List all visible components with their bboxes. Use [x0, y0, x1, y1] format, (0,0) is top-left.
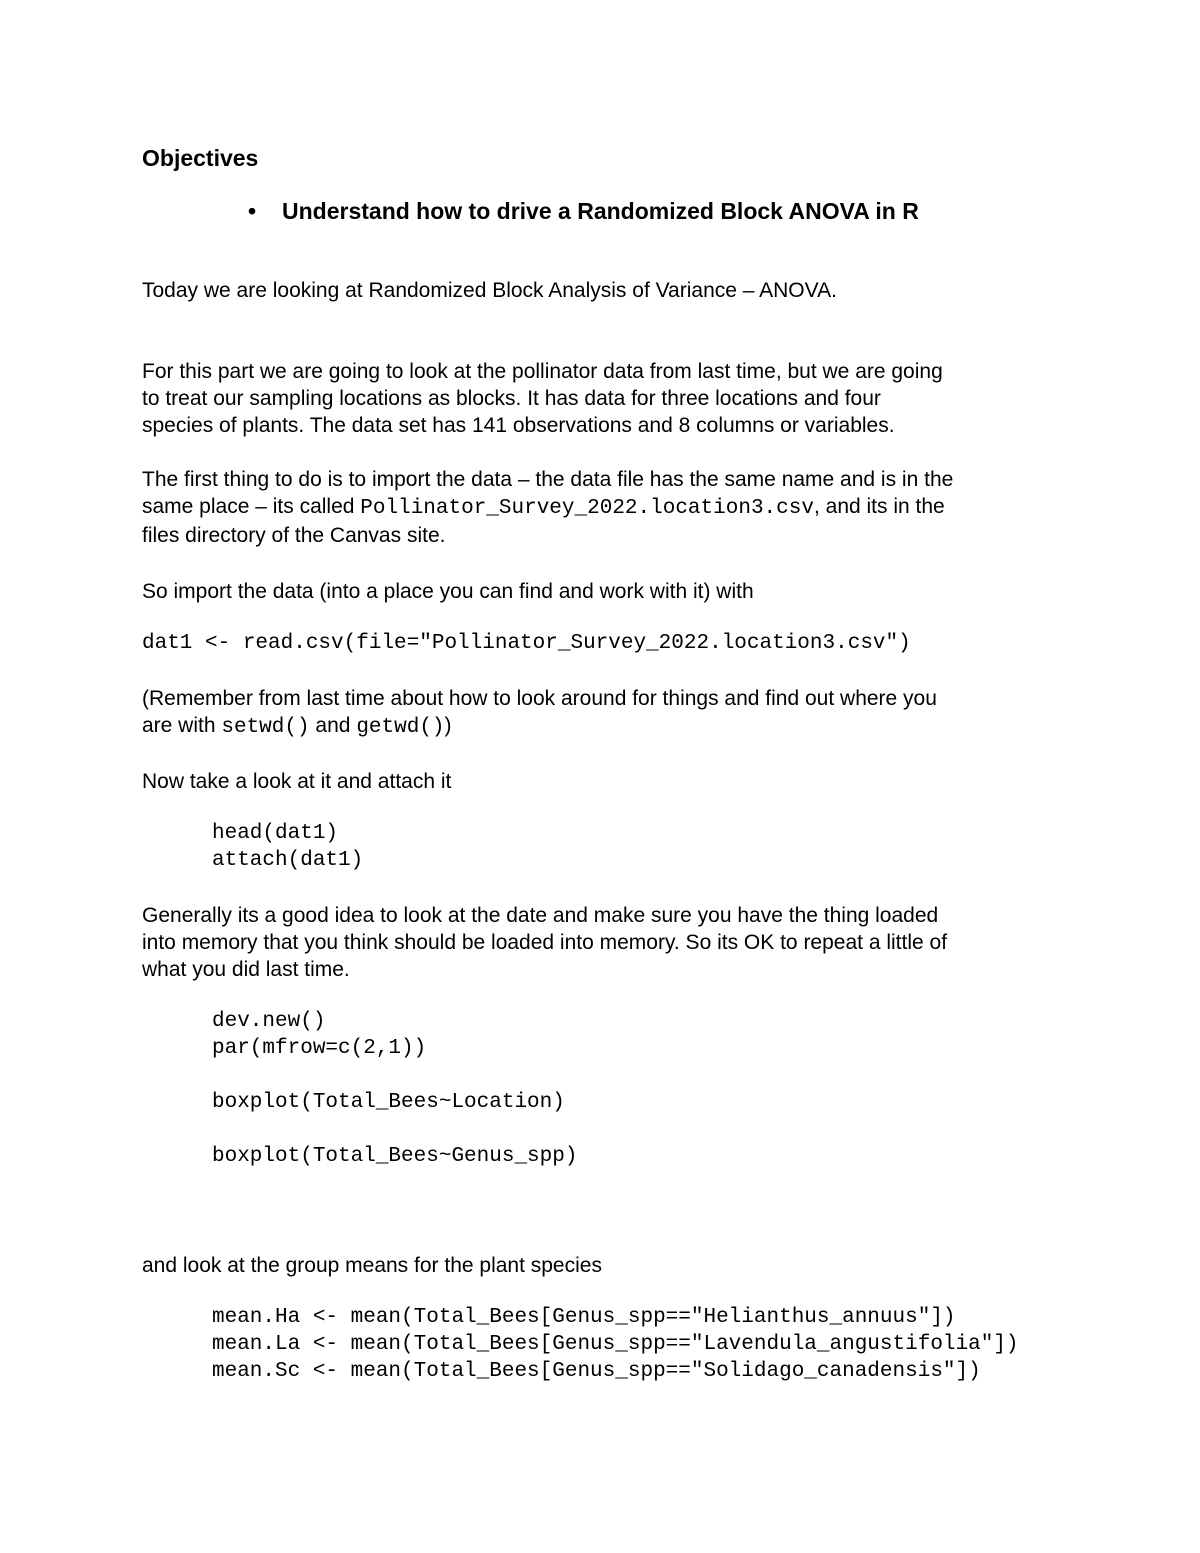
bullet-icon: • — [248, 198, 257, 224]
paragraph-line: For this part we are going to look at the pollinator data from last time, but we are going — [142, 360, 943, 383]
code-mean-la: mean.La <- mean(Total_Bees[Genus_spp=="Lavendula_angustifolia"]) — [212, 1333, 1019, 1356]
paragraph-import-data — [142, 466, 953, 549]
code-mean-sc: mean.Sc <- mean(Total_Bees[Genus_spp=="Solidago_canadensis"]) — [212, 1360, 981, 1383]
code-read-csv: dat1 <- read.csv(file="Pollinator_Survey_2022.location3.csv") — [142, 632, 911, 655]
text-fragment: are with — [142, 714, 222, 737]
inline-code-setwd: setwd() — [221, 716, 310, 739]
intro-paragraph: Today we are looking at Randomized Block Analysis of Variance – ANOVA. — [142, 279, 837, 302]
paragraph-pollinator-data — [142, 358, 943, 439]
inline-code-getwd: getwd() — [356, 716, 445, 739]
text-fragment: , and its in the — [813, 495, 945, 518]
code-par: par(mfrow=c(2,1)) — [212, 1037, 427, 1060]
text-fragment: and — [309, 714, 357, 737]
paragraph-line: species of plants. The data set has 141 observations and 8 columns or variables. — [142, 414, 895, 437]
paragraph-line — [142, 493, 953, 522]
paragraph-group-means: and look at the group means for the plant species — [142, 1254, 602, 1277]
objective-text: Understand how to drive a Randomized Block ANOVA in R — [282, 198, 919, 224]
paragraph-line: files directory of the Canvas site. — [142, 524, 446, 547]
paragraph-line — [142, 712, 937, 741]
paragraph-line: Generally its a good idea to look at the date and make sure you have the thing loaded — [142, 904, 939, 927]
code-boxplot-genus: boxplot(Total_Bees~Genus_spp) — [212, 1145, 578, 1168]
code-boxplot-location: boxplot(Total_Bees~Location) — [212, 1091, 565, 1114]
paragraph-line: what you did last time. — [142, 958, 350, 981]
objectives-heading: Objectives — [142, 145, 259, 171]
text-fragment: same place – its called — [142, 495, 361, 518]
paragraph-line: into memory that you think should be loaded into memory. So its OK to repeat a little of — [142, 931, 948, 954]
paragraph-remember — [142, 685, 937, 741]
inline-code-filename: Pollinator_Survey_2022.location3.csv — [360, 497, 814, 520]
text-fragment: ) — [444, 714, 452, 737]
code-attach: attach(dat1) — [212, 849, 364, 872]
code-head: head(dat1) — [212, 822, 339, 845]
paragraph-take-look: Now take a look at it and attach it — [142, 770, 452, 793]
paragraph-line: The first thing to do is to import the data – the data file has the same name and is in the — [142, 468, 954, 491]
code-mean-ha: mean.Ha <- mean(Total_Bees[Genus_spp=="Helianthus_annuus"]) — [212, 1306, 956, 1329]
code-dev-new: dev.new() — [212, 1010, 326, 1033]
paragraph-line: to treat our sampling locations as blocks. It has data for three locations and four — [142, 387, 881, 410]
paragraph-generally — [142, 902, 947, 983]
paragraph-line: (Remember from last time about how to look around for things and find out where you — [142, 687, 937, 710]
paragraph-import-instruction: So import the data (into a place you can find and work with it) with — [142, 580, 754, 603]
